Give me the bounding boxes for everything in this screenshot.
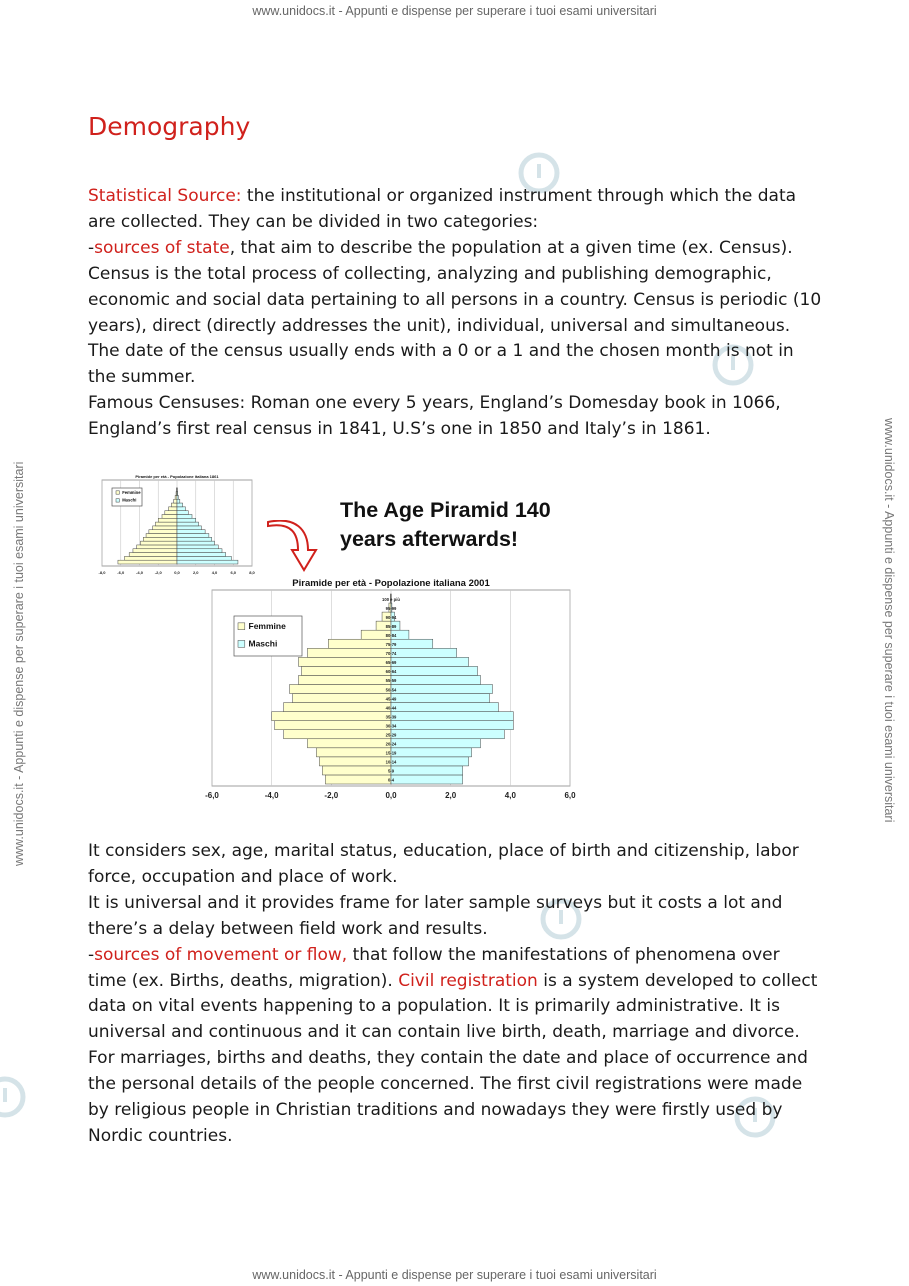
bar-maschi [177, 534, 209, 538]
age-category-label: 80-84 [385, 632, 397, 638]
x-tick-label: -6,0 [117, 570, 125, 575]
civil-registration-text: is a system developed to collect data on vital events happening to a population. It is primarily administrative. It is universal and continuous and it can contain live birth, death, marriage and divorce. For marriages, births and deaths, they contain the date and place of occurrence and the personal details of the people concerned. The first civil registrations were made by religious people in Christian traditions and nowadays they were firstly used by Nordic countries. [88, 970, 818, 1146]
bar-maschi [177, 549, 222, 553]
bar-femmine [275, 721, 391, 730]
bar-maschi [391, 694, 489, 703]
x-tick-label: -2,0 [324, 791, 339, 800]
x-tick-label: 2,0 [192, 570, 199, 575]
bar-femmine [328, 639, 391, 648]
bar-maschi [391, 721, 513, 730]
bar-maschi [177, 545, 218, 549]
census-details-paragraph [88, 839, 823, 1150]
age-category-label: 75-79 [385, 642, 397, 648]
age-category-label: 5-9 [387, 768, 395, 774]
x-tick-label: -4,0 [136, 570, 143, 575]
bar-femmine [158, 518, 177, 522]
bar-femmine [169, 507, 177, 511]
bar-maschi [391, 766, 463, 775]
bar-femmine [290, 684, 391, 693]
x-tick-label: 2,0 [445, 791, 457, 800]
bar-femmine [319, 757, 391, 766]
watermark-left: www.unidocs.it - Appunti e dispense per superare i tuoi esami universitari [12, 461, 26, 866]
age-category-label: 50-54 [385, 687, 397, 693]
age-category-label: 0-4 [387, 777, 395, 783]
state-text: , that aim to describe the population at a given time (ex. Census). Census is the total process of collecting, analyzing and publishing demographic, economic and social data pertaining to all persons in a country. Census is periodic (10 years), direct (directly addresses the unit), individual, universal and simultaneous. The date of the census usually ends with a 0 or a 1 and the chosen month is not in the summer. [88, 237, 822, 388]
bar-maschi [391, 748, 472, 757]
bar-femmine [129, 553, 177, 557]
bar-femmine [307, 648, 391, 657]
pyramid-chart-1861 [98, 470, 258, 578]
bar-femmine [272, 712, 391, 721]
considers-text: It considers sex, age, marital status, education, place of birth and citizenship, labor force, occupation and place of work. [88, 841, 799, 887]
bar-maschi [177, 492, 178, 496]
age-category-label: 95-99 [385, 605, 397, 611]
x-tick-label: 4,0 [504, 791, 516, 800]
bar-femmine [175, 495, 177, 499]
age-category-label: 85-89 [385, 623, 397, 629]
bar-maschi [177, 530, 205, 534]
bar-femmine [307, 739, 391, 748]
legend-swatch [116, 491, 119, 494]
civil-registration-term: Civil registration [398, 970, 538, 991]
censuses-text: Famous Censuses: Roman one every 5 years, England’s Domesday book in 1066, England’s first real census in 1841, U.S’s one in 1850 and Italy’s in 1861. [88, 393, 781, 440]
bar-femmine [133, 549, 177, 553]
bar-maschi [391, 757, 469, 766]
x-tick-label: -8,0 [98, 570, 106, 575]
x-tick-label: -6,0 [205, 791, 219, 800]
x-tick-label: -4,0 [264, 791, 279, 800]
bar-maschi [391, 657, 469, 666]
age-category-label: 25-29 [385, 732, 397, 738]
bar-femmine [293, 694, 391, 703]
bar-femmine [137, 545, 177, 549]
caption-line-2: years afterwards! [340, 527, 519, 551]
age-category-label: 45-49 [385, 696, 397, 702]
x-tick-label: -2,0 [154, 570, 162, 575]
curved-arrow-icon [262, 520, 324, 578]
x-tick-label: 0,0 [385, 791, 397, 800]
bar-maschi [391, 675, 481, 684]
bar-maschi [177, 526, 201, 530]
bar-femmine [118, 560, 177, 564]
bar-maschi [391, 666, 478, 675]
bar-femmine [165, 511, 177, 515]
bar-femmine [140, 541, 177, 545]
sources-of-flow-term: sources of movement or flow, [94, 944, 348, 965]
bar-maschi [391, 648, 457, 657]
bar-maschi [177, 499, 180, 503]
dash: - [88, 237, 95, 258]
bar-femmine [146, 534, 177, 538]
bar-maschi [391, 703, 498, 712]
legend-label: Femmine [248, 620, 286, 631]
chart-title: Piramide per età - Popolazione italiana 2001 [292, 578, 490, 589]
watermark-right: www.unidocs.it - Appunti e dispense per superare i tuoi esami universitari [882, 418, 896, 823]
bar-femmine [299, 675, 391, 684]
x-tick-label: 6,0 [564, 791, 576, 800]
legend-swatch [238, 623, 245, 630]
bar-maschi [177, 556, 231, 560]
watermark-top: www.unidocs.it - Appunti e dispense per superare i tuoi esami universitari [252, 4, 657, 18]
bar-femmine [162, 514, 177, 518]
bar-maschi [177, 522, 199, 526]
age-category-label: 40-44 [385, 705, 397, 711]
bar-maschi [391, 730, 504, 739]
universal-text: It is universal and it provides frame for later sample surveys but it costs a lot and there’s a delay between field work and results. [88, 892, 783, 939]
age-category-label: 20-24 [385, 741, 397, 747]
page-title: Demography [88, 112, 251, 141]
bar-maschi [177, 507, 185, 511]
bar-maschi [177, 537, 212, 541]
age-category-label: 10-14 [385, 759, 397, 765]
age-category-label: 100 e più [382, 596, 400, 602]
bar-maschi [177, 518, 196, 522]
statistical-source-term: Statistical Source: [88, 186, 242, 206]
age-category-label: 65-69 [385, 660, 397, 666]
age-category-label: 15-19 [385, 750, 397, 756]
x-tick-label: 4,0 [211, 570, 218, 575]
x-tick-label: 6,0 [230, 570, 237, 575]
bar-femmine [174, 499, 177, 503]
bar-femmine [284, 730, 391, 739]
bar-femmine [155, 522, 177, 526]
bar-femmine [171, 503, 177, 507]
watermark-bottom: www.unidocs.it - Appunti e dispense per superare i tuoi esami universitari [252, 1268, 657, 1282]
unidocs-logo-icon [0, 1074, 28, 1120]
pyramid-chart-2001 [198, 574, 584, 808]
intro-text: the institutional or organized instrument through which the data are collected. They can be divided in two categories: [88, 186, 797, 232]
x-tick-label: 0,0 [174, 570, 180, 575]
chart-title: Piramide per età - Popolazione italiana 1861 [135, 474, 219, 479]
flow-text: that follow the manifestations of phenomena over time (ex. Births, deaths, migration). [88, 944, 780, 991]
bar-maschi [177, 541, 215, 545]
age-category-label: 35-39 [385, 714, 397, 720]
x-tick-label: 8,0 [249, 570, 255, 575]
bar-maschi [391, 739, 481, 748]
bar-femmine [284, 703, 391, 712]
bar-maschi [177, 511, 188, 515]
bar-maschi [391, 639, 433, 648]
bar-maschi [391, 712, 513, 721]
legend-swatch [238, 640, 245, 647]
bar-maschi [177, 553, 226, 557]
age-category-label: 60-64 [385, 669, 397, 675]
bar-maschi [177, 514, 192, 518]
legend-label: Maschi [248, 638, 278, 649]
legend-label: Femmine [122, 489, 141, 495]
bar-maschi [177, 503, 183, 507]
sources-of-state-term: sources of state [94, 237, 230, 258]
age-category-label: 70-74 [385, 651, 397, 657]
bar-maschi [177, 560, 238, 564]
bar-femmine [316, 748, 391, 757]
bar-femmine [143, 537, 177, 541]
age-category-label: 55-59 [385, 678, 397, 684]
bar-maschi [391, 684, 492, 693]
bar-femmine [322, 766, 391, 775]
bar-femmine [325, 775, 391, 784]
age-category-label: 90-94 [385, 614, 397, 620]
bar-femmine [153, 526, 177, 530]
intro-paragraph [88, 184, 823, 443]
bar-femmine [125, 556, 178, 560]
dash: - [88, 944, 95, 965]
bar-femmine [149, 530, 177, 534]
bar-maschi [391, 775, 463, 784]
chart-caption [340, 496, 551, 554]
bar-femmine [299, 657, 391, 666]
bar-femmine [302, 666, 392, 675]
legend-label: Maschi [122, 497, 137, 503]
age-category-label: 30-34 [385, 723, 397, 729]
bar-maschi [177, 495, 178, 499]
legend-swatch [116, 499, 119, 502]
caption-line-1: The Age Piramid 140 [340, 498, 551, 522]
